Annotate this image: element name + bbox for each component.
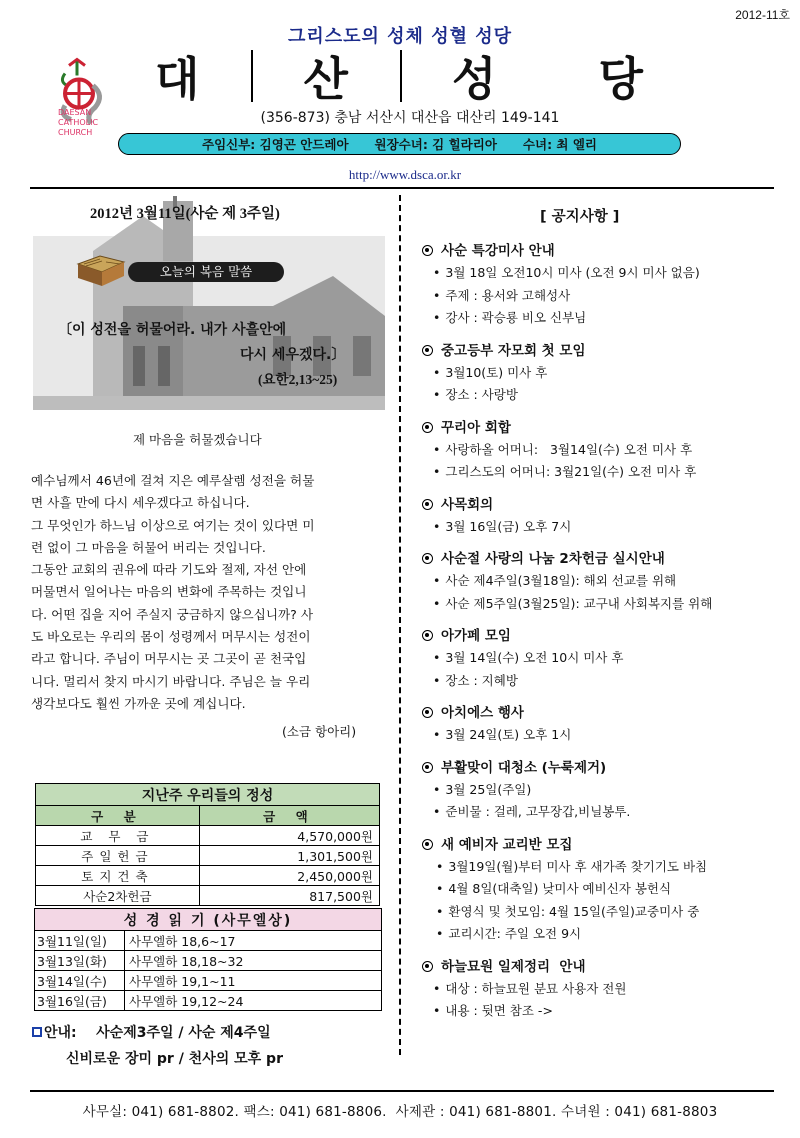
meditation-line: 라고 합니다. 주님이 머무시는 곳 그곳이 곧 천국입 bbox=[31, 651, 307, 667]
circle-bullet-icon bbox=[422, 762, 433, 773]
notice-item: 중고등부 자모회 첫 모임 • 3월10(토) 미사 후 • 장소 : 사랑방 bbox=[422, 340, 782, 407]
website-link[interactable]: http://www.dsca.or.kr bbox=[348, 167, 462, 182]
circle-bullet-icon bbox=[422, 422, 433, 433]
offering-col-item: 구 분 bbox=[36, 806, 200, 826]
notice-item: 아치에스 행사 • 3월 24일(토) 오후 1시 bbox=[422, 702, 782, 747]
guide-line: 신비로운 장미 pr / 천사의 모후 pr bbox=[66, 1051, 283, 1067]
table-row: 사순2차헌금 817,500원 bbox=[36, 886, 380, 906]
circle-bullet-icon bbox=[422, 345, 433, 356]
staff-superior: 원장수녀: 김 힐라리아 bbox=[374, 137, 497, 152]
header-divider bbox=[30, 187, 774, 189]
staff-bar bbox=[118, 133, 681, 155]
offering-col-amount: 금 액 bbox=[199, 806, 379, 826]
guide-line: 안내: 사순제3주일 / 사순 제4주일 bbox=[32, 1022, 271, 1042]
notice-item: 사순 특강미사 안내 • 3월 18일 오전10시 미사 (오전 9시 미사 없음) • 주제 : 용서와 고해성사 • 강사 : 곽승룡 비오 신부님 bbox=[422, 240, 782, 330]
offering-table bbox=[35, 783, 380, 906]
reading-caption: 성 경 읽 기 (사무엘상) bbox=[35, 909, 382, 931]
circle-bullet-icon bbox=[422, 553, 433, 564]
circle-bullet-icon bbox=[422, 499, 433, 510]
meditation-line: 머물면서 일어나는 마음의 변화에 주목하는 것입니 bbox=[31, 584, 307, 600]
meditation-line: 련 없이 그 마음을 허물어 버리는 것입니다. bbox=[31, 539, 266, 555]
title-char: 당 bbox=[598, 52, 645, 106]
circle-bullet-icon bbox=[422, 961, 433, 972]
meditation-line: 니다. 멀리서 찾지 마시기 바랍니다. 주님은 늘 우리 bbox=[31, 673, 311, 689]
parish-title bbox=[155, 48, 645, 104]
meditation-source: (소금 항아리) bbox=[282, 724, 357, 739]
notice-item: 사목회의 • 3월 16일(금) 오후 7시 bbox=[422, 494, 782, 539]
square-bullet-icon bbox=[32, 1027, 42, 1037]
parish-subtitle: 그리스도의 성체 성혈 성당 bbox=[287, 26, 513, 47]
table-row: 토지건축 2,450,000원 bbox=[36, 866, 380, 886]
gospel-verse-line: 〔이 성전을 허물어라. 내가 사흘안에 bbox=[58, 322, 287, 338]
table-row: 주일헌금 1,301,500원 bbox=[36, 846, 380, 866]
gospel-label: 오늘의 복음 말씀 bbox=[128, 262, 284, 282]
meditation-text bbox=[31, 470, 388, 715]
title-char: 성 bbox=[452, 52, 499, 106]
circle-bullet-icon bbox=[422, 839, 433, 850]
table-row: 3월13일(화) 사무엘하 18,18~32 bbox=[35, 951, 382, 971]
address: (356-873) 충남 서산시 대산읍 대산리 149-141 bbox=[260, 110, 560, 126]
notice-heading: [ 공지사항 ] bbox=[540, 209, 620, 225]
table-row: 3월16일(금) 사무엘하 19,12~24 bbox=[35, 991, 382, 1011]
footer-divider bbox=[30, 1090, 774, 1092]
table-row: 교 무 금 4,570,000원 bbox=[36, 826, 380, 846]
notice-item: 새 예비자 교리반 모집 • 3월19일(월)부터 미사 후 새가족 찾기기도 바침 • 4월 8일(대축일) 낮미사 예비신자 봉헌식 • 환영식 및 첫모임: 4월 15일(주일)교중미사 중 • 교리시간: 주일 오전 9시 bbox=[422, 834, 782, 946]
meditation-line: 도 바오로는 우리의 몸이 성령께서 머무시는 성전이 bbox=[31, 629, 311, 645]
title-char: 대 bbox=[155, 52, 202, 106]
meditation-title: 제 마음을 허물겠습니다 bbox=[133, 432, 262, 447]
bible-reading-table bbox=[34, 908, 382, 1011]
meditation-line: 다. 어떤 집을 지어 주실지 궁금하지 않으십니까? 사 bbox=[31, 606, 314, 622]
title-separator bbox=[400, 50, 402, 102]
meditation-line: 면 사흘 만에 다시 세우겠다고 하십니다. bbox=[31, 495, 250, 511]
circle-bullet-icon bbox=[422, 630, 433, 641]
notice-item: 부활맞이 대청소 (누룩제거) • 3월 25일(주일) • 준비물 : 걸레, 고무장갑,비닐봉투. bbox=[422, 757, 782, 824]
notice-item: 사순절 사랑의 나눔 2차헌금 실시안내 • 사순 제4주일(3월18일): 해외 선교를 위해 • 사순 제5주일(3월25일): 교구내 사회복지를 위해 bbox=[422, 548, 782, 615]
column-divider bbox=[399, 195, 401, 1055]
title-separator bbox=[251, 50, 253, 102]
meditation-line: 그 무엇인가 하느님 이상으로 여기는 것이 있다면 미 bbox=[31, 517, 315, 533]
gospel-verse-line: 다시 세우겠다.〕 bbox=[240, 347, 346, 363]
logo-text: DAESAN CATHOLIC CHURCH bbox=[58, 108, 99, 137]
meditation-line: 생각보다도 훨씬 가까운 곳에 계십니다. bbox=[31, 695, 246, 711]
circle-bullet-icon bbox=[422, 707, 433, 718]
table-row: 3월11일(일) 사무엘하 18,6~17 bbox=[35, 931, 382, 951]
table-row: 3월14일(수) 사무엘하 19,1~11 bbox=[35, 971, 382, 991]
issue-number: 2012-11호 bbox=[735, 8, 790, 22]
notice-item: 하늘묘원 일제정리 안내 • 대상 : 하늘묘원 분묘 사용자 전원 • 내용 : 뒷면 참조 -> bbox=[422, 956, 782, 1023]
meditation-line: 그동안 교회의 권유에 따라 기도와 절제, 자선 안에 bbox=[31, 562, 307, 578]
title-char: 산 bbox=[303, 52, 350, 106]
notice-list bbox=[422, 240, 782, 1033]
offering-caption: 지난주 우리들의 정성 bbox=[36, 784, 380, 806]
gospel-reference: (요한2,13~25) bbox=[258, 372, 338, 387]
meditation-line: 예수님께서 46년에 걸쳐 지은 예루살렘 성전을 허물 bbox=[31, 473, 315, 488]
circle-bullet-icon bbox=[422, 245, 433, 256]
notice-item: 꾸리아 회합 • 사랑하올 어머니: 3월14일(수) 오전 미사 후 • 그리스도의 어머니: 3월21일(수) 오전 미사 후 bbox=[422, 417, 782, 484]
staff-pastor: 주임신부: 김영곤 안드레아 bbox=[202, 137, 349, 152]
date-heading: 2012년 3월11일(사순 제 3주일) bbox=[90, 206, 280, 222]
notice-item: 아가페 모임 • 3월 14일(수) 오전 10시 미사 후 • 장소 : 지혜방 bbox=[422, 625, 782, 692]
contact-footer: 사무실: 041) 681-8802. 팩스: 041) 681-8806. 사제관 : 041) 681-8801. 수녀원 : 041) 681-8803 bbox=[82, 1104, 718, 1120]
book-icon bbox=[76, 250, 126, 290]
staff-sister: 수녀: 최 엘리 bbox=[522, 137, 597, 152]
